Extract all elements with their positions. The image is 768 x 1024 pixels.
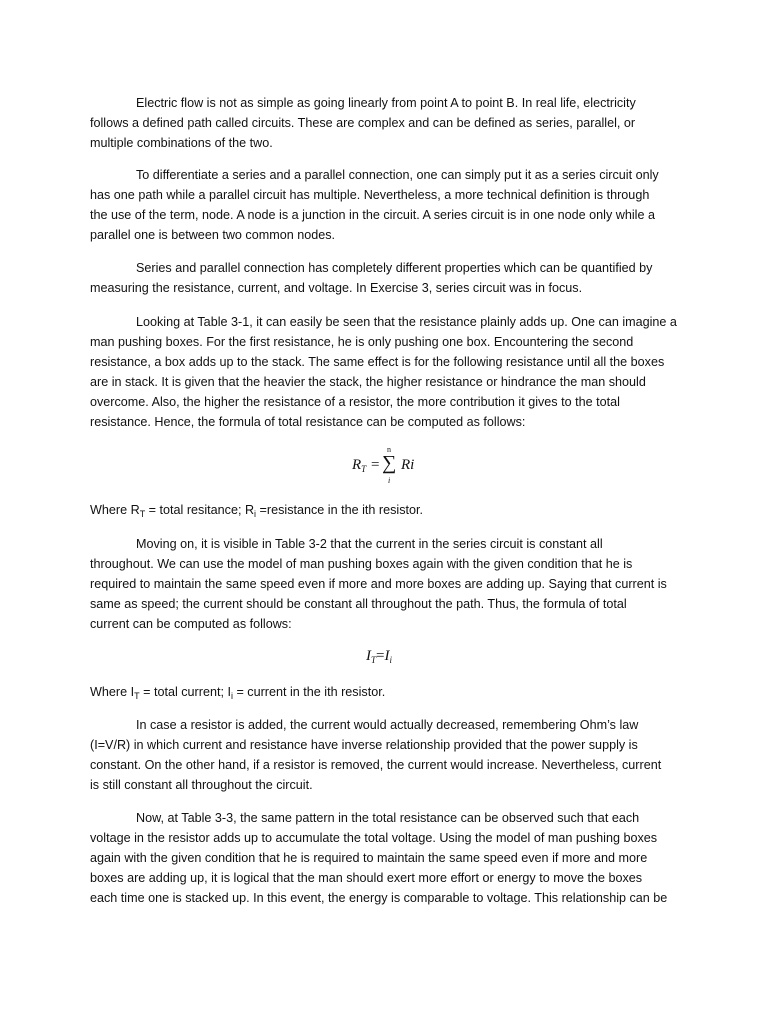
text-line: voltage in the resistor adds up to accumulate the total voltage. Using the model of man pushing boxes [90,831,658,845]
formula-lhs: $R_T$ [352,457,367,474]
text-line: resistance. Hence, the formula of total resistance can be computed as follows: [90,415,526,429]
text-line: again with the given condition that he is required to maintain the same speed even if more and more [90,851,648,865]
text-line: throughout. We can use the model of man pushing boxes again with the given condition that he is [90,557,633,571]
text-line: Looking at Table 3-1, it can easily be seen that the resistance plainly adds up. One can imagine a [136,315,677,329]
paragraph-5 [90,534,680,634]
text-line: the use of the term, node. A node is a junction in the circuit. A series circuit is in one node only while a [90,208,655,222]
text-line: same as speed; the current should be constant all throughout the path. Thus, the formula of total [90,597,627,611]
text-line: constant. On the other hand, if a resistor is removed, the current would increase. Nevertheless, current [90,758,662,772]
text-line: are in stack. It is given that the heavier the stack, the higher resistance or hindrance the man should [90,375,646,389]
text-line: boxes are adding up, it is logical that the man should exert more effort or energy to move the boxes [90,871,643,885]
text-line: Moving on, it is visible in Table 3-2 that the current in the series circuit is constant all [136,537,603,551]
text-line: each time one is stacked up. In this event, the energy is comparable to voltage. This relationship can be [90,891,668,905]
text-line: Now, at Table 3-3, the same pattern in the total resistance can be observed such that each [136,811,640,825]
where-current: Where $I_T$ = total current; $I_i$ = current in the ith resistor. [90,685,386,701]
paragraph-6 [90,715,680,795]
sigma-symbol: ∑ [382,452,397,474]
text-line: multiple combinations of the two. [90,136,273,150]
text-line: parallel one is between two common nodes. [90,228,336,242]
paragraph-3 [90,258,680,298]
text-line: Electric flow is not as simple as going linearly from point A to point B. In real life, electricity [136,96,636,110]
paragraph-2 [90,165,680,245]
where-resistance: Where $R_T$ = total resitance; $R_i$ =resistance in the ith resistor. [90,503,423,519]
formula-total-resistance [352,445,432,490]
paragraph-7 [90,808,680,908]
text-line: man pushing boxes. For the first resistance, he is only pushing one box. Encountering the second [90,335,634,349]
text-line: has one path while a parallel circuit has multiple. Nevertheless, a more technical definition is through [90,188,650,202]
text-line: required to maintain the same speed even if more and more boxes are adding up. Saying that current is [90,577,667,591]
text-line: (I=V/R) in which current and resistance have inverse relationship provided that the power supply is [90,738,638,752]
text-line: current can be computed as follows: [90,617,292,631]
formula-total-current: $I_T=I_i$ [366,648,392,665]
text-line: resistance, a box adds up to the stack. The same effect is for the following resistance until all the boxes [90,355,665,369]
formula-rhs: Ri [401,457,415,473]
text-line: To differentiate a series and a parallel connection, one can simply put it as a series circuit only [136,168,659,182]
sigma-lower: i [388,476,391,485]
sigma-upper: n [387,445,391,454]
text-line: In case a resistor is added, the current would actually decreased, remembering Ohm’s law [136,718,639,732]
text-line: overcome. Also, the higher the resistance of a resistor, the more contribution it gives to the total [90,395,620,409]
paragraph-1 [90,93,680,153]
text-line: measuring the resistance, current, and voltage. In Exercise 3, series circuit was in focus. [90,281,583,295]
text-line: follows a defined path called circuits. These are complex and can be defined as series, parallel, or [90,116,636,130]
formula-equals: = [371,457,380,473]
text-line: Series and parallel connection has completely different properties which can be quantified by [136,261,653,275]
paragraph-4 [90,312,680,432]
text-line: is still constant all throughout the circuit. [90,778,313,792]
